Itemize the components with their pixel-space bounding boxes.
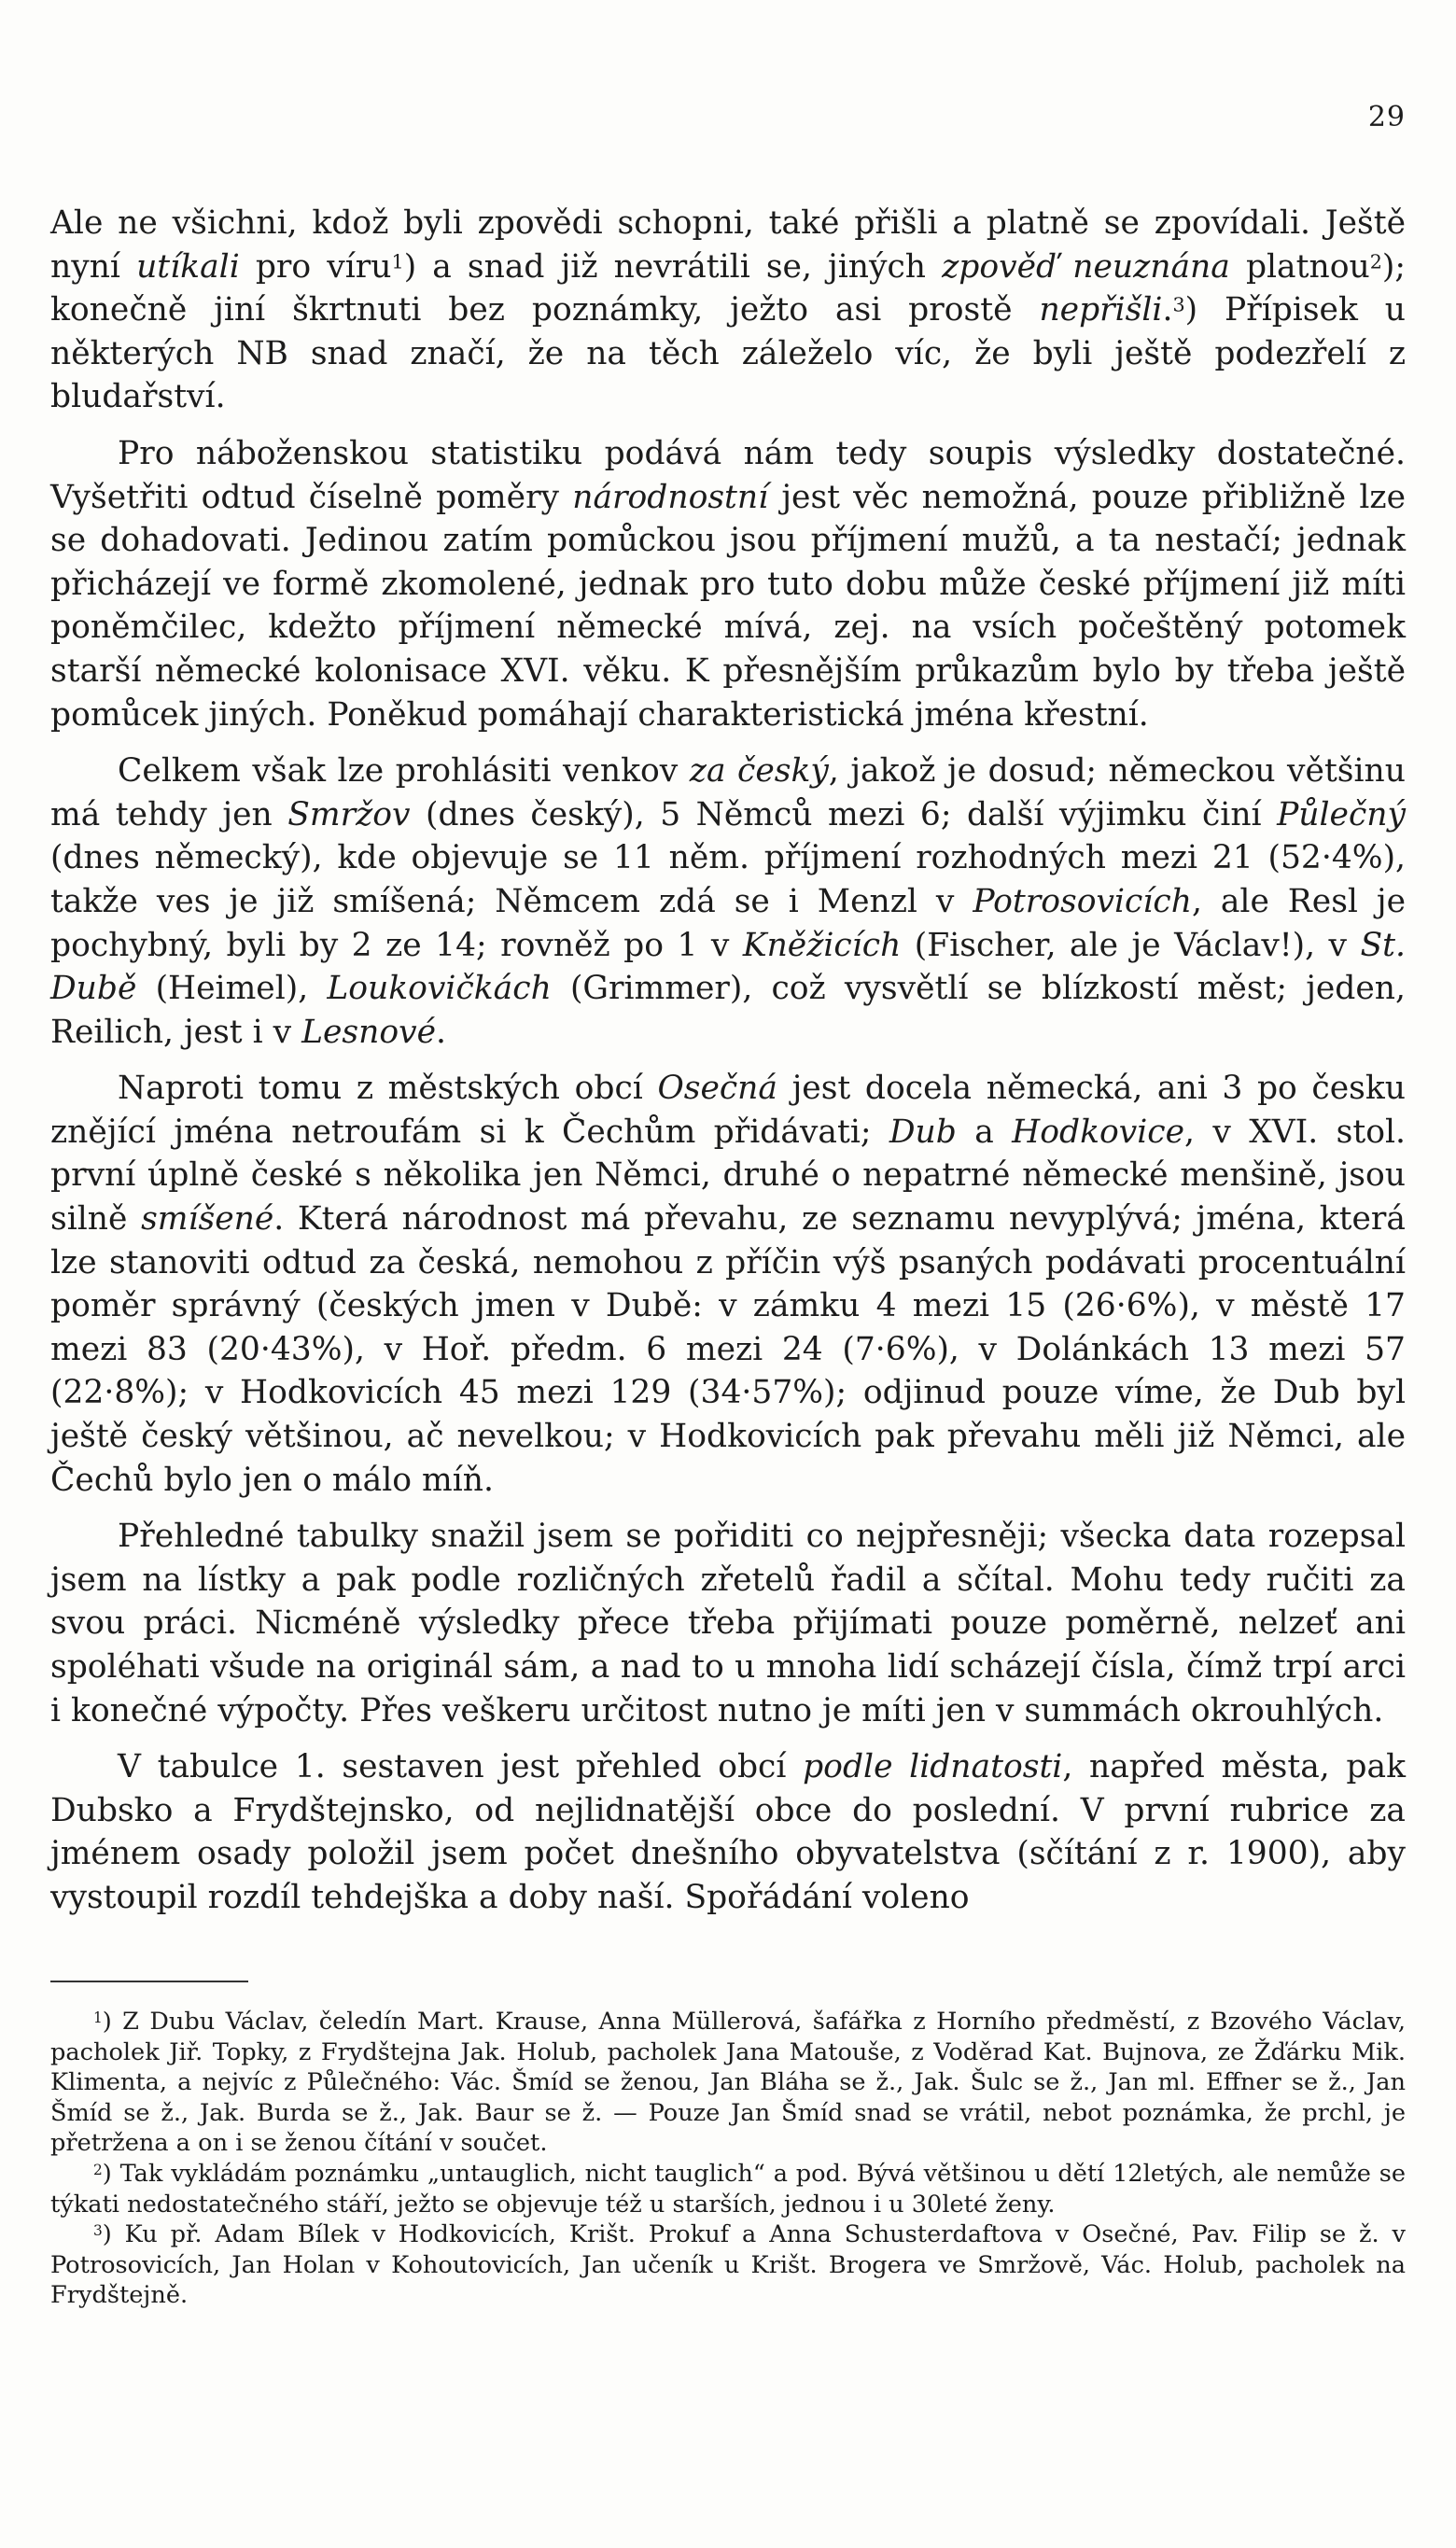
- text-run: Ale ne všichni, kdož byli zpovědi schopni, také přišli a platně se zpovídali. Ještě nyní: [50, 204, 1406, 286]
- text-run: ); konečně jiní škrtnuti bez poznámky, ježto asi prostě: [50, 247, 1406, 329]
- paragraph: [50, 1067, 1406, 1502]
- footnote-ref: 2: [93, 2162, 103, 2179]
- text-run: (Heimel),: [136, 970, 328, 1008]
- text-run: , napřed města, pak Dubsko a Frydštejnsko, od nejlidnatější obce do poslední. V první rubrice za jménem osady položil jsem počet dnešního obyvatelstva (sčítání z r. 1900), aby vystoupil rozdíl tehdejška a doby naší. Spořádání voleno: [50, 1748, 1406, 1916]
- emphasis: utíkali: [136, 247, 240, 286]
- paragraph: [50, 1515, 1406, 1732]
- text-run: , ale Resl je pochybný, byli by 2 ze 14; rovněž po 1 v: [50, 882, 1406, 964]
- text-run: Celkem však lze prohlásiti venkov: [118, 752, 690, 791]
- text-run: ) Přípisek u některých NB snad značí, že na těch záleželo víc, že byli ještě podezřelí z bludařství.: [50, 291, 1407, 416]
- text-run: (Fischer, ale je Václav!), v: [901, 926, 1361, 964]
- emphasis: zpověď neuznána: [942, 247, 1230, 286]
- footnote-ref: 3: [93, 2222, 103, 2240]
- footnote: [50, 2007, 1406, 2159]
- paragraph: [50, 432, 1406, 736]
- footnote: [50, 2219, 1406, 2311]
- text-run: (dnes český), 5 Němců mezi 6; další výjimku činí: [410, 795, 1278, 833]
- emphasis: smíšené: [141, 1200, 274, 1239]
- text-run: ) Ku př. Adam Bílek v Hodkovicích, Krišt. Prokuf a Anna Schusterdaftova v Osečné, Pav. Filip se ž. v Potrosovicích, Jan Holan v Kohoutovicích, Jan učeník u Krišt. Brogera ve Smržově, Vác. Holub, pacholek na Frydštejně.: [50, 2220, 1406, 2310]
- footnote-ref: 3: [1172, 293, 1185, 316]
- emphasis: Loukovičkách: [327, 970, 552, 1008]
- text-run: , v XVI. stol. první úplně české s několika jen Němci, druhé o nepatrné německé menšině, jsou silně: [50, 1113, 1406, 1239]
- text-run: ) Z Dubu Václav, čeledín Mart. Krause, Anna Müllerová, šafářka z Horního předměstí, z Bzového Václav, pacholek Jiř. Topky, z Frydštejna Jak. Holub, pacholek Jana Matouše, z Voděrad Kat. Bujnova, ze Žďárku Mik. Klimenta, a nejvíc z Půlečného: Vác. Šmíd se ženou, Jan Bláha se ž., Jak. Šulc se ž., Jan ml. Effner se ž., Jan Šmíd se ž., Jak. Burda se ž., Jak. Baur se ž. — Pouze Jan Šmíd snad se vrátil, nebot poznámka, že prchl, je přetržena a on i se ženou čítání v součet.: [50, 2008, 1406, 2158]
- text-run: V tabulce 1. sestaven jest přehled obcí: [118, 1748, 804, 1786]
- text-run: Přehledné tabulky snažil jsem se pořiditi co nejpřesněji; všecka data rozepsal jsem na lístky a pak podle rozličných zřetelů řadil a sčítal. Mohu tedy ručiti za svou práci. Nicméně výsledky přece třeba přijímati pouze poměrně, nelzeť ani spoléhati všude na originál sám, a nad to u mnoha lidí scházejí čísla, čímž trpí arci i konečné výpočty. Přes veškeru určitost nutno je míti jen v summách okrouhlých.: [50, 1518, 1406, 1729]
- emphasis: Potrosovicích: [973, 882, 1192, 920]
- emphasis: Kněžicích: [742, 926, 902, 964]
- text-run: , jakož je dosud; německou většinu má tehdy jen: [50, 752, 1406, 833]
- emphasis: Hodkovice: [1012, 1113, 1185, 1151]
- emphasis: Osečná: [657, 1070, 777, 1108]
- footnote-rule: [50, 1981, 248, 1982]
- footnote-ref: 2: [1369, 250, 1382, 273]
- emphasis: národnostní: [572, 478, 769, 516]
- emphasis: podle lidnatosti: [803, 1748, 1063, 1786]
- paragraph: [50, 749, 1406, 1054]
- emphasis: St. Dubě: [50, 926, 1406, 1008]
- text-run: .: [1162, 291, 1173, 329]
- emphasis: nepřišli: [1039, 291, 1163, 329]
- page-number: 29: [1367, 101, 1406, 133]
- footnote-ref: 1: [93, 2009, 103, 2027]
- text-run: jest docela německá, ani 3 po česku znějící jména netroufám si k Čechům přidávati;: [50, 1070, 1406, 1151]
- text-run: (Grimmer), což vysvětlí se blízkostí měst; jeden, Reilich, jest i v: [50, 970, 1406, 1051]
- footnotes: [50, 2007, 1406, 2311]
- text-run: ) a snad již nevrátili se, jiných: [403, 247, 943, 286]
- text-run: a: [956, 1113, 1013, 1151]
- text-run: . Která národnost má převahu, ze seznamu nevyplývá; jména, která lze stanoviti odtud za česká, nemohou z příčin výš psaných podávati procentuální poměr správný (českých jmen v Dubě: v zámku 4 mezi 15 (26·6%), v městě 17 mezi 83 (20·43%), v Hoř. předm. 6 mezi 24 (7·6%), v Dolánkách 13 mezi 57 (22·8%); v Hodkovicích 45 mezi 129 (34·57%); odjinud pouze víme, že Dub byl ještě český většinou, ač nevelkou; v Hodkovicích pak převahu měli již Němci, ale Čechů bylo jen o málo míň.: [50, 1200, 1406, 1499]
- text-run: (dnes německý), kde objevuje se 11 něm. příjmení rozhodných mezi 21 (52·4%), takže ves je již smíšená; Němcem zdá se i Menzl v: [50, 839, 1406, 920]
- text-run: Pro náboženskou statistiku podává nám tedy soupis výsledky dostatečné. Vyšetřiti odtud číselně poměry: [50, 434, 1406, 516]
- text-run: ) Tak vykládám poznámku „untauglich, nicht tauglich“ a pod. Bývá většinou u dětí 12letých, ale nemůže se týkati nedostatečného stáří, ježto se objevuje též u starších, jednou i u 30leté ženy.: [50, 2159, 1406, 2219]
- emphasis: Dub: [889, 1113, 957, 1151]
- text-run: jest věc nemožná, pouze přibližně lze se dohadovati. Jedinou zatím pomůckou jsou příjmení mužů, a ta nestačí; jednak přicházejí ve formě zkomolené, jednak pro tuto dobu může české příjmení již míti poněmčilec, kdežto příjmení německé mívá, zej. na vsích počeštěný potomek starší německé kolonisace XVI. věku. K přesnějším průkazům bylo by třeba ještě pomůcek jiných. Poněkud pomáhají charakteristická jména křestní.: [50, 478, 1406, 734]
- main-text: [50, 202, 1406, 1933]
- text-run: pro víru: [239, 247, 392, 286]
- footnote-ref: 1: [391, 250, 404, 273]
- emphasis: Smržov: [287, 795, 411, 833]
- emphasis: za český: [689, 752, 829, 791]
- text-run: Naproti tomu z městských obcí: [118, 1070, 658, 1108]
- emphasis: Lesnové: [301, 1013, 437, 1051]
- text-run: .: [436, 1013, 446, 1051]
- paragraph: [50, 1745, 1406, 1919]
- paragraph: [50, 202, 1406, 419]
- emphasis: Půlečný: [1277, 795, 1406, 833]
- text-run: platnou: [1229, 247, 1370, 286]
- footnote: [50, 2159, 1406, 2219]
